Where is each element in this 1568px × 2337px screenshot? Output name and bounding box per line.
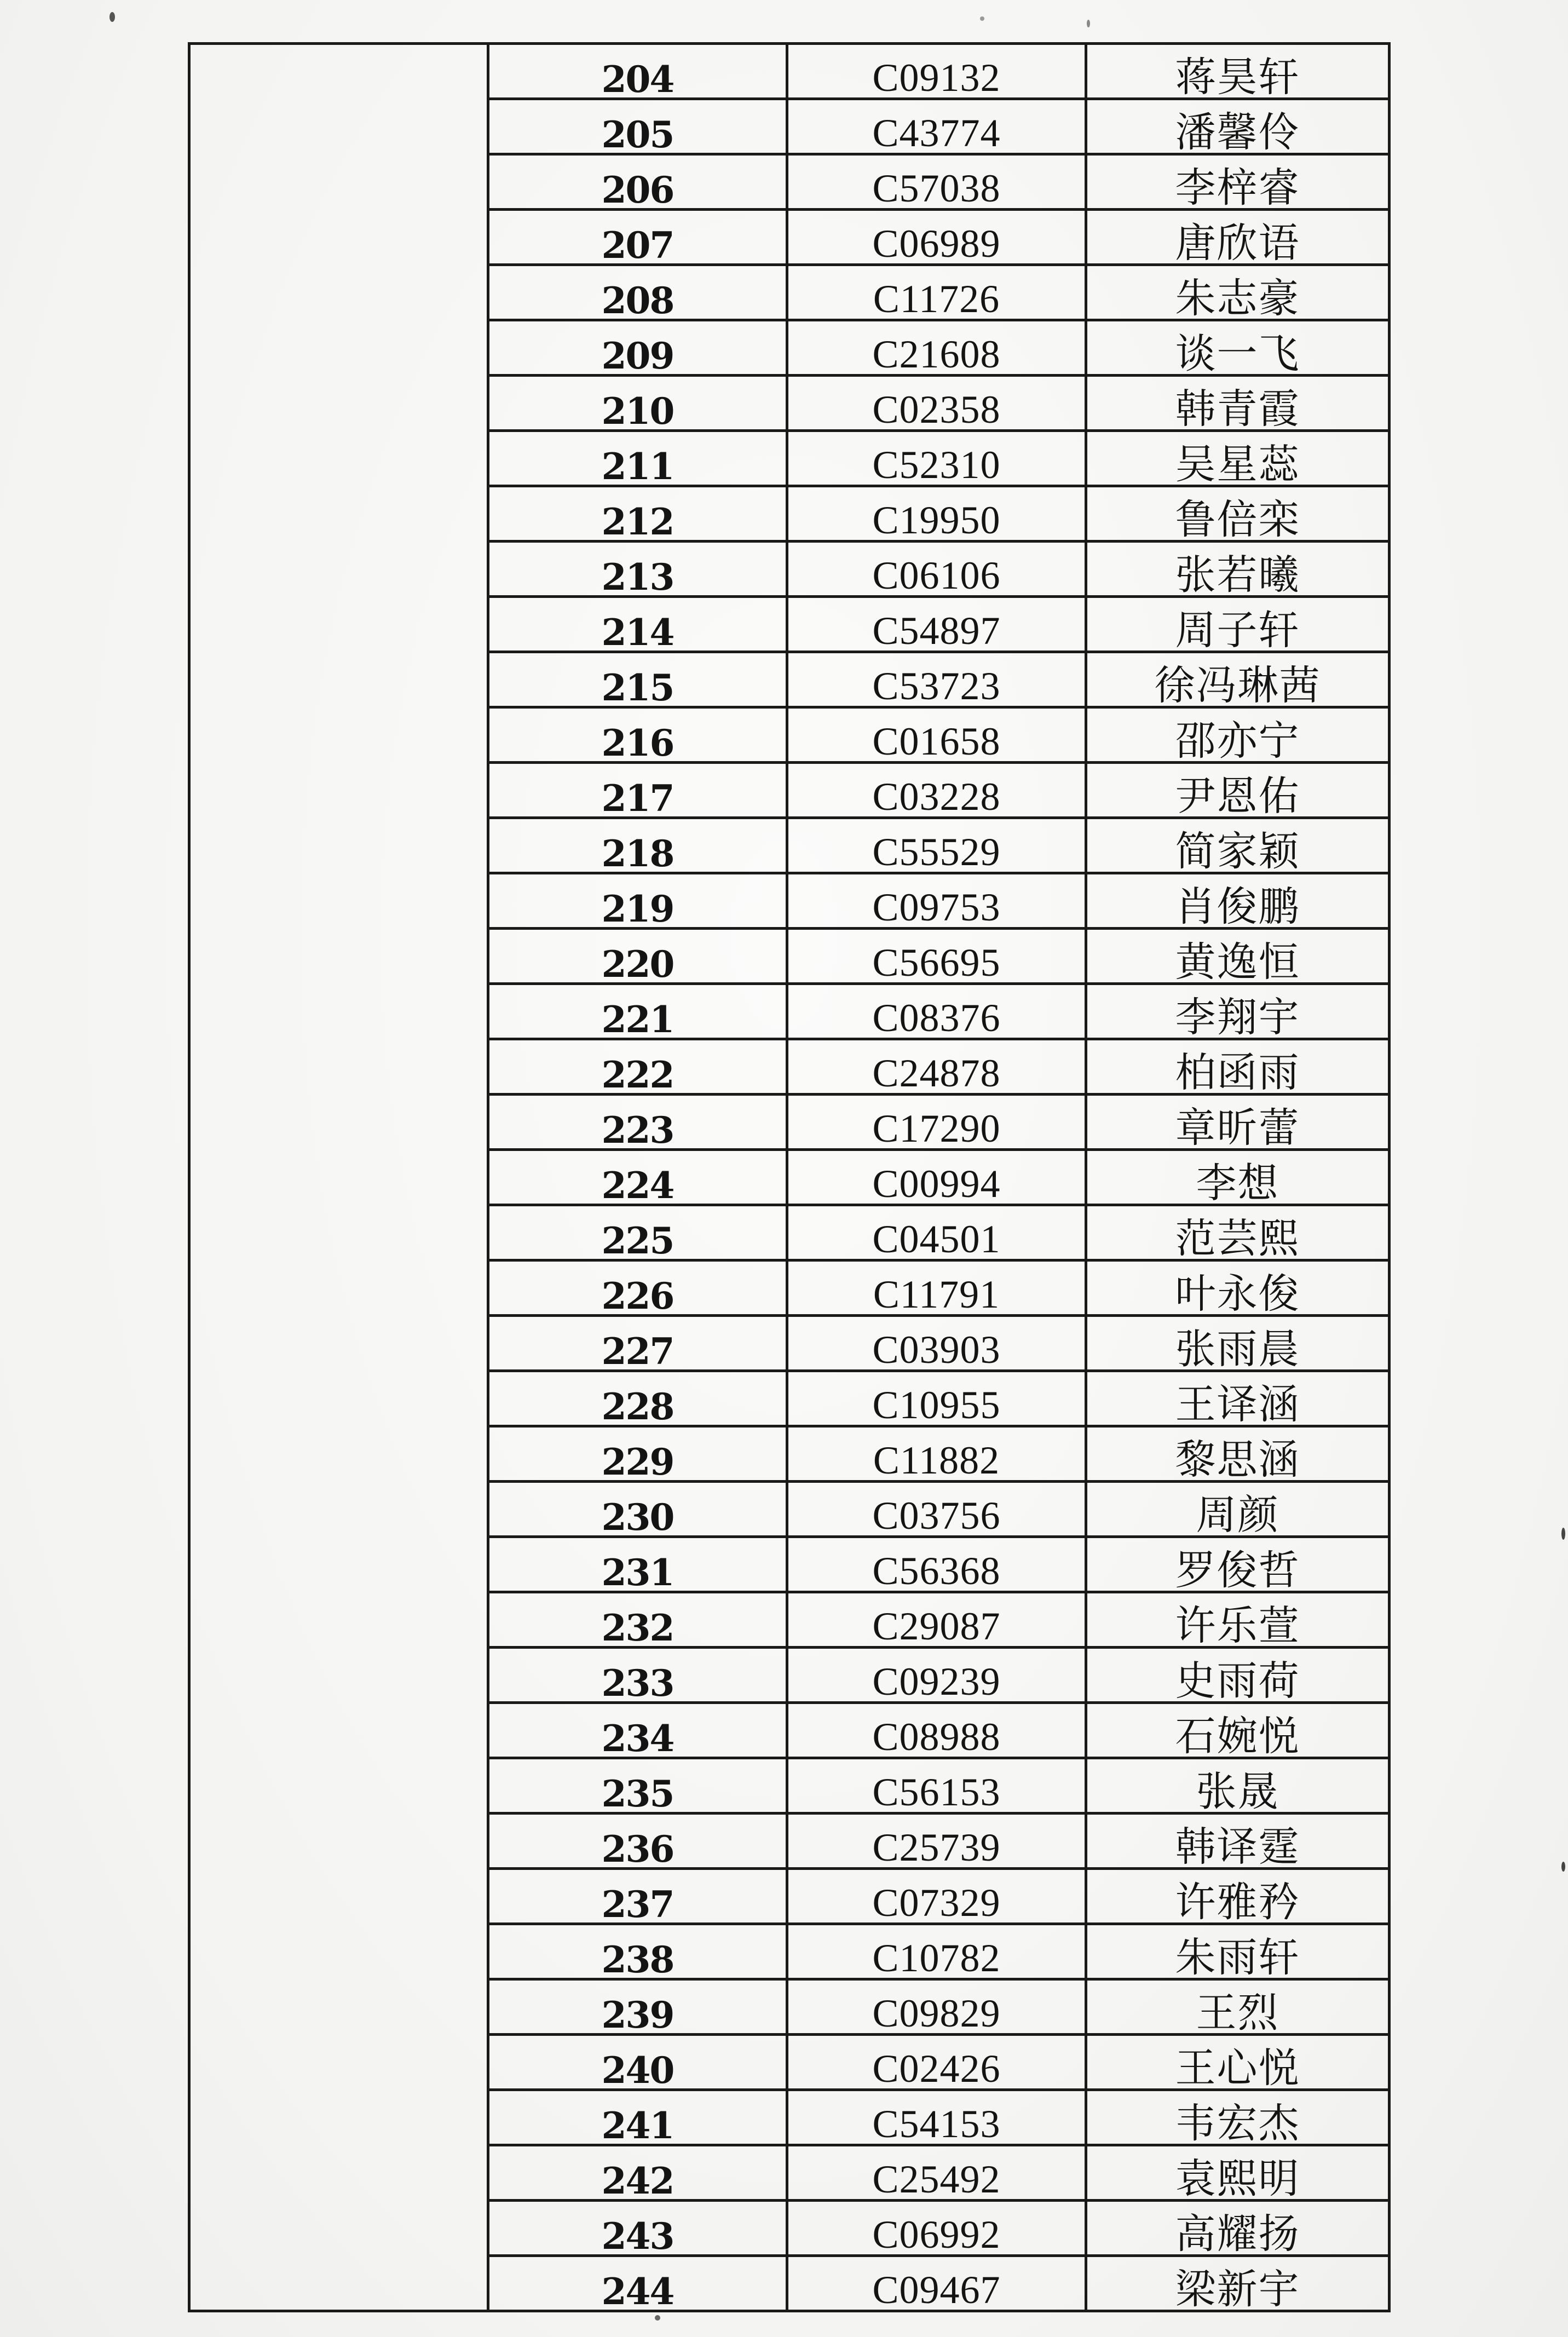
id-code-cell: C10782: [787, 1924, 1086, 1979]
student-name-cell: 黎思涵: [1086, 1426, 1390, 1482]
student-name-cell: 蒋昊轩: [1086, 44, 1390, 99]
student-name-cell: 王心悦: [1086, 2035, 1390, 2090]
id-code-cell: C56153: [787, 1758, 1086, 1814]
student-name-cell: 韩青霞: [1086, 376, 1390, 431]
id-code-cell: C54897: [787, 597, 1086, 652]
student-name-cell: 史雨荷: [1086, 1648, 1390, 1703]
id-code-cell: C56368: [787, 1537, 1086, 1592]
student-name-cell: 黄逸恒: [1086, 929, 1390, 984]
row-number-cell: 229: [488, 1426, 787, 1482]
row-number-cell: 209: [488, 320, 787, 376]
scan-speck: [109, 12, 115, 22]
row-number-cell: 216: [488, 707, 787, 763]
row-number-cell: 206: [488, 154, 787, 210]
row-number-cell: 213: [488, 542, 787, 597]
student-name-cell: 周颜: [1086, 1482, 1390, 1537]
student-name-cell: 徐冯琳茜: [1086, 652, 1390, 707]
row-number-cell: 210: [488, 376, 787, 431]
row-number-cell: 237: [488, 1869, 787, 1924]
id-code-cell: C06992: [787, 2201, 1086, 2256]
student-name-cell: 石婉悦: [1086, 1703, 1390, 1758]
row-number-cell: 235: [488, 1758, 787, 1814]
table-row: [189, 44, 1390, 99]
id-code-cell: C25739: [787, 1814, 1086, 1869]
row-number-cell: 222: [488, 1039, 787, 1095]
row-number-cell: 220: [488, 929, 787, 984]
student-name-cell: 朱志豪: [1086, 265, 1390, 320]
student-name-cell: 李梓睿: [1086, 154, 1390, 210]
student-name-cell: 张晟: [1086, 1758, 1390, 1814]
roster-body: [189, 44, 1390, 2311]
row-number-cell: 212: [488, 486, 787, 542]
row-number-cell: 207: [488, 210, 787, 265]
student-name-cell: 李想: [1086, 1150, 1390, 1205]
id-code-cell: C00994: [787, 1150, 1086, 1205]
scan-speck: [1561, 1862, 1565, 1872]
student-name-cell: 袁熙明: [1086, 2145, 1390, 2201]
id-code-cell: C02358: [787, 376, 1086, 431]
row-number-cell: 234: [488, 1703, 787, 1758]
student-name-cell: 高耀扬: [1086, 2201, 1390, 2256]
id-code-cell: C25492: [787, 2145, 1086, 2201]
row-number-cell: 240: [488, 2035, 787, 2090]
student-name-cell: 叶永俊: [1086, 1260, 1390, 1316]
id-code-cell: C11791: [787, 1260, 1086, 1316]
student-name-cell: 韩译霆: [1086, 1814, 1390, 1869]
row-number-cell: 221: [488, 984, 787, 1039]
id-code-cell: C09829: [787, 1979, 1086, 2035]
id-code-cell: C02426: [787, 2035, 1086, 2090]
merged-blank-cell: [189, 44, 488, 2311]
row-number-cell: 225: [488, 1205, 787, 1260]
id-code-cell: C53723: [787, 652, 1086, 707]
id-code-cell: C43774: [787, 99, 1086, 154]
student-name-cell: 尹恩佑: [1086, 763, 1390, 818]
row-number-cell: 238: [488, 1924, 787, 1979]
student-name-cell: 张雨晨: [1086, 1316, 1390, 1371]
scan-speck: [655, 2315, 660, 2321]
id-code-cell: C01658: [787, 707, 1086, 763]
row-number-cell: 239: [488, 1979, 787, 2035]
row-number-cell: 226: [488, 1260, 787, 1316]
id-code-cell: C08376: [787, 984, 1086, 1039]
id-code-cell: C04501: [787, 1205, 1086, 1260]
student-name-cell: 邵亦宁: [1086, 707, 1390, 763]
row-number-cell: 228: [488, 1371, 787, 1426]
row-number-cell: 215: [488, 652, 787, 707]
student-name-cell: 鲁倍栾: [1086, 486, 1390, 542]
scan-speck: [980, 16, 984, 21]
student-name-cell: 罗俊哲: [1086, 1537, 1390, 1592]
student-name-cell: 范芸熙: [1086, 1205, 1390, 1260]
student-name-cell: 章昕蕾: [1086, 1095, 1390, 1150]
student-name-cell: 唐欣语: [1086, 210, 1390, 265]
row-number-cell: 219: [488, 873, 787, 929]
id-code-cell: C11726: [787, 265, 1086, 320]
row-number-cell: 244: [488, 2256, 787, 2311]
row-number-cell: 232: [488, 1592, 787, 1648]
row-number-cell: 211: [488, 431, 787, 486]
row-number-cell: 205: [488, 99, 787, 154]
row-number-cell: 227: [488, 1316, 787, 1371]
row-number-cell: 233: [488, 1648, 787, 1703]
student-name-cell: 吴星蕊: [1086, 431, 1390, 486]
id-code-cell: C03756: [787, 1482, 1086, 1537]
row-number-cell: 204: [488, 44, 787, 99]
id-code-cell: C09132: [787, 44, 1086, 99]
id-code-cell: C56695: [787, 929, 1086, 984]
row-number-cell: 242: [488, 2145, 787, 2201]
row-number-cell: 243: [488, 2201, 787, 2256]
student-name-cell: 简家颖: [1086, 818, 1390, 873]
id-code-cell: C11882: [787, 1426, 1086, 1482]
row-number-cell: 231: [488, 1537, 787, 1592]
id-code-cell: C21608: [787, 320, 1086, 376]
id-code-cell: C57038: [787, 154, 1086, 210]
student-name-cell: 肖俊鹏: [1086, 873, 1390, 929]
id-code-cell: C24878: [787, 1039, 1086, 1095]
id-code-cell: C29087: [787, 1592, 1086, 1648]
id-code-cell: C09239: [787, 1648, 1086, 1703]
row-number-cell: 208: [488, 265, 787, 320]
id-code-cell: C19950: [787, 486, 1086, 542]
id-code-cell: C10955: [787, 1371, 1086, 1426]
student-name-cell: 韦宏杰: [1086, 2090, 1390, 2145]
id-code-cell: C09753: [787, 873, 1086, 929]
student-name-cell: 柏函雨: [1086, 1039, 1390, 1095]
id-code-cell: C55529: [787, 818, 1086, 873]
student-name-cell: 潘馨伶: [1086, 99, 1390, 154]
student-name-cell: 朱雨轩: [1086, 1924, 1390, 1979]
student-name-cell: 许乐萱: [1086, 1592, 1390, 1648]
row-number-cell: 241: [488, 2090, 787, 2145]
id-code-cell: C03228: [787, 763, 1086, 818]
id-code-cell: C08988: [787, 1703, 1086, 1758]
id-code-cell: C52310: [787, 431, 1086, 486]
student-name-cell: 梁新宇: [1086, 2256, 1390, 2311]
id-code-cell: C07329: [787, 1869, 1086, 1924]
roster-table: [188, 42, 1391, 2312]
id-code-cell: C06106: [787, 542, 1086, 597]
student-name-cell: 王烈: [1086, 1979, 1390, 2035]
id-code-cell: C09467: [787, 2256, 1086, 2311]
row-number-cell: 223: [488, 1095, 787, 1150]
row-number-cell: 218: [488, 818, 787, 873]
id-code-cell: C54153: [787, 2090, 1086, 2145]
row-number-cell: 236: [488, 1814, 787, 1869]
student-name-cell: 许雅矜: [1086, 1869, 1390, 1924]
student-name-cell: 张若曦: [1086, 542, 1390, 597]
student-name-cell: 李翔宇: [1086, 984, 1390, 1039]
row-number-cell: 217: [488, 763, 787, 818]
id-code-cell: C06989: [787, 210, 1086, 265]
scan-speck: [1087, 20, 1090, 27]
scan-speck: [1561, 1528, 1565, 1540]
id-code-cell: C17290: [787, 1095, 1086, 1150]
student-name-cell: 周子轩: [1086, 597, 1390, 652]
row-number-cell: 230: [488, 1482, 787, 1537]
student-name-cell: 谈一飞: [1086, 320, 1390, 376]
student-name-cell: 王译涵: [1086, 1371, 1390, 1426]
row-number-cell: 214: [488, 597, 787, 652]
row-number-cell: 224: [488, 1150, 787, 1205]
id-code-cell: C03903: [787, 1316, 1086, 1371]
